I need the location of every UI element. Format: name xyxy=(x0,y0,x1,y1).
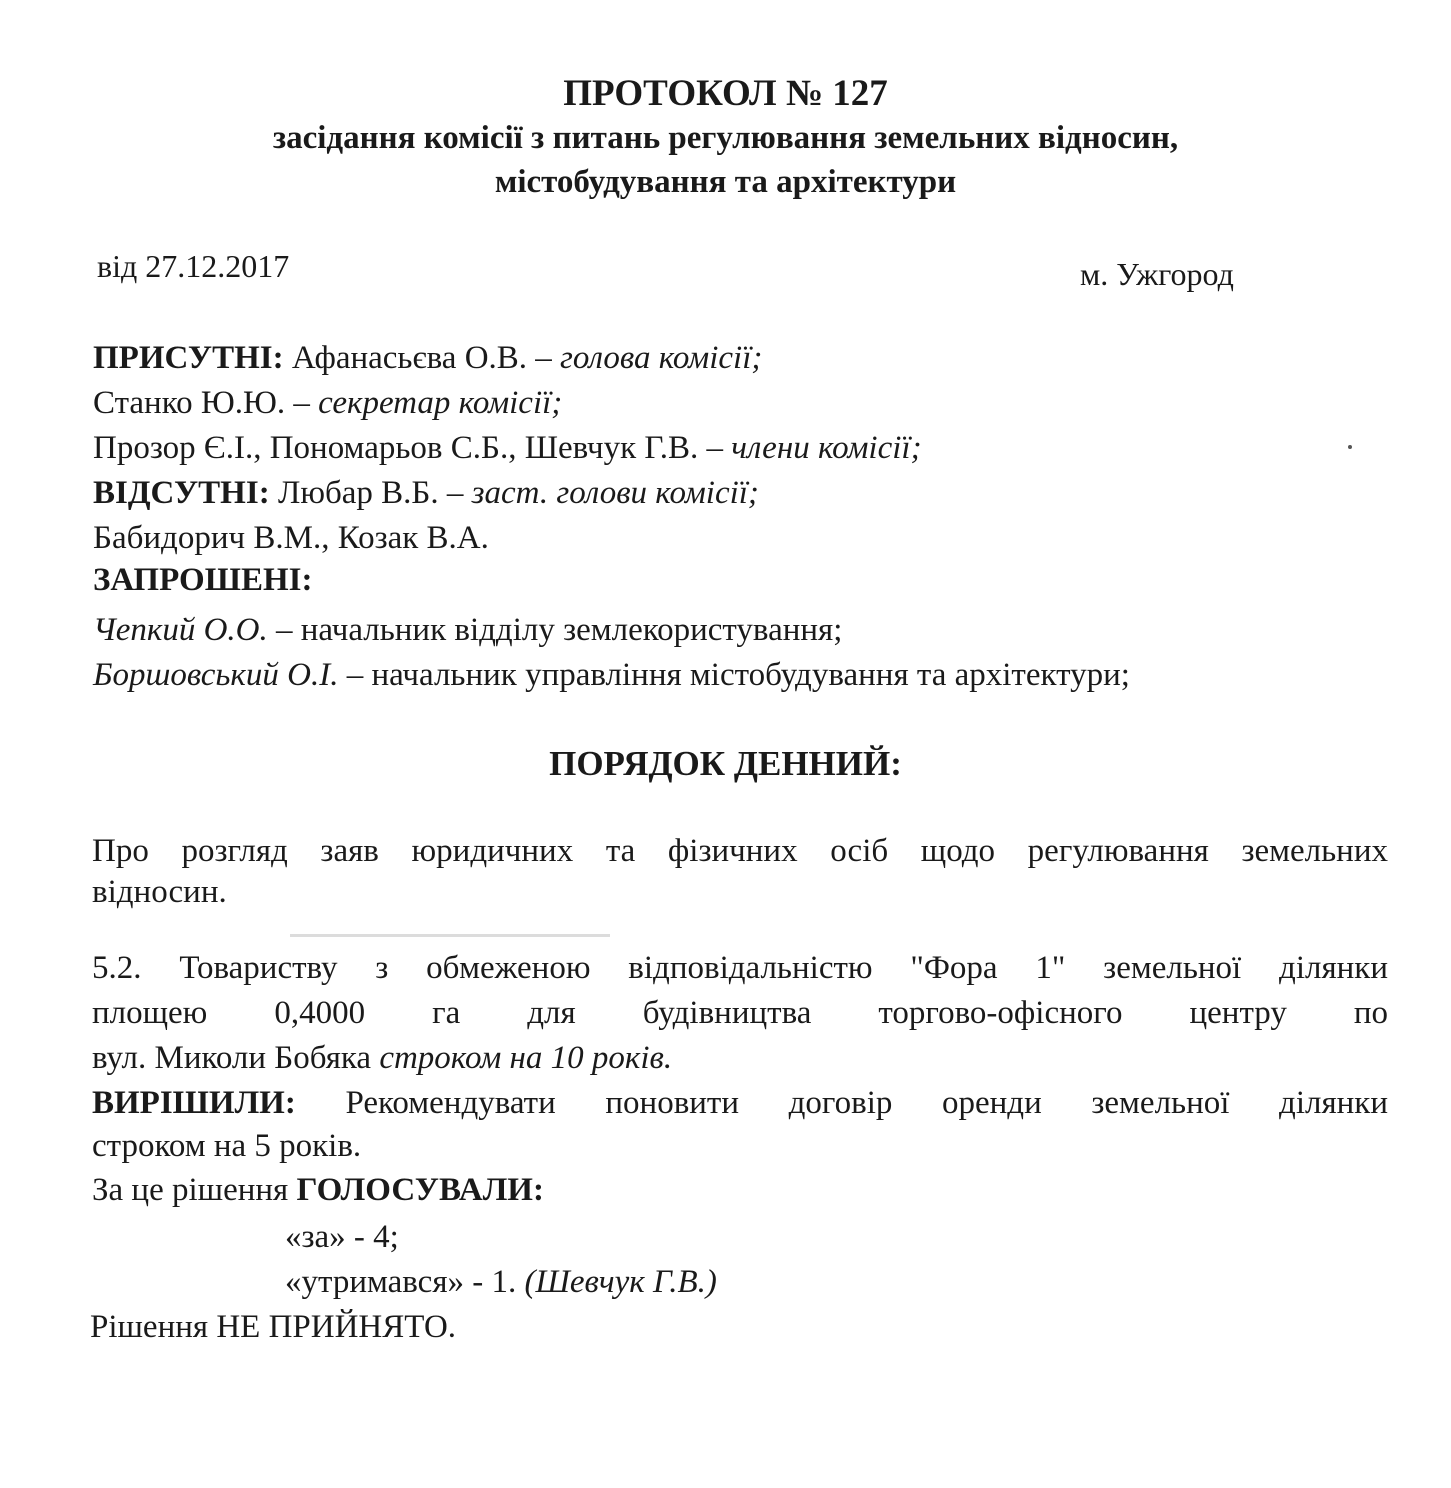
present-1-role: голова комісії; xyxy=(560,340,763,376)
vote-abstain: «утримався» - 1. xyxy=(285,1264,525,1300)
absent-1-role: заст. голови комісії; xyxy=(471,475,759,511)
invited-2-name: Боршовський О.І. xyxy=(93,657,339,693)
agenda-text-line2: відносин. xyxy=(92,874,227,910)
present-label: ПРИСУТНІ: xyxy=(93,340,284,376)
vote-for: «за» - 4; xyxy=(285,1219,399,1255)
scan-artifact xyxy=(290,934,610,937)
invited-2-role: – начальник управління містобудування та архітектури; xyxy=(338,657,1130,693)
present-3-role: члени комісії; xyxy=(731,430,922,466)
item-line1: 5.2. Товариству з обмеженою відповідальністю "Фора 1" земельної ділянки xyxy=(92,950,1388,986)
decided-line1 xyxy=(92,1085,1388,1122)
invited-1-role: – начальник відділу землекористування; xyxy=(267,612,843,648)
vote-abstain-name: (Шевчук Г.В.) xyxy=(524,1264,717,1300)
document-city: м. Ужгород xyxy=(1080,256,1234,292)
present-2-role: секретар комісії; xyxy=(318,385,563,421)
document-subtitle-line1: засідання комісії з питань регулювання земельних відносин, xyxy=(272,120,1179,156)
item-line3 xyxy=(92,1040,672,1077)
document-date: від 27.12.2017 xyxy=(97,248,290,284)
absent-line-1 xyxy=(93,475,759,512)
decision-result: Рішення НЕ ПРИЙНЯТО. xyxy=(90,1309,457,1345)
item-line3-prefix: вул. Миколи Бобяка xyxy=(92,1040,380,1076)
present-1-name: Афанасьєва О.В. – xyxy=(283,340,561,376)
invited-1-name: Чепкий О.О. xyxy=(93,612,268,648)
document-subtitle-line2: містобудування та архітектури xyxy=(494,164,957,200)
agenda-heading: ПОРЯДОК ДЕННИЙ: xyxy=(549,744,902,783)
vote-abstain-line xyxy=(285,1264,717,1301)
invited-line-2 xyxy=(93,657,1130,694)
invited-line-1 xyxy=(93,612,842,649)
decided-text1: Рекомендувати поновити договір оренди земельної ділянки xyxy=(295,1085,1388,1121)
vote-prefix: За це рішення xyxy=(92,1172,297,1208)
vote-line xyxy=(92,1172,544,1209)
decided-label: ВИРІШИЛИ: xyxy=(92,1085,296,1121)
document-title: ПРОТОКОЛ № 127 xyxy=(563,73,888,114)
scan-speck xyxy=(1348,445,1352,449)
present-2-name: Станко Ю.Ю. – xyxy=(93,385,319,421)
invited-label: ЗАПРОШЕНІ: xyxy=(93,562,313,598)
present-line-1 xyxy=(93,340,762,377)
item-line3-term: строком на 10 років. xyxy=(379,1040,673,1076)
present-line-2 xyxy=(93,385,562,422)
absent-line-2: Бабидорич В.М., Козак В.А. xyxy=(93,520,489,556)
absent-label: ВІДСУТНІ: xyxy=(93,475,270,511)
vote-label: ГОЛОСУВАЛИ: xyxy=(296,1172,544,1208)
absent-1-name: Любар В.Б. – xyxy=(269,475,472,511)
decided-line2: строком на 5 років. xyxy=(92,1128,362,1164)
item-line2: площею 0,4000 га для будівництва торгово-офісного центру по xyxy=(92,995,1388,1031)
agenda-text-line1: Про розгляд заяв юридичних та фізичних осіб щодо регулювання земельних xyxy=(92,833,1388,869)
present-line-3 xyxy=(93,430,922,467)
present-3-names: Прозор Є.І., Пономарьов С.Б., Шевчук Г.В. – xyxy=(93,430,732,466)
